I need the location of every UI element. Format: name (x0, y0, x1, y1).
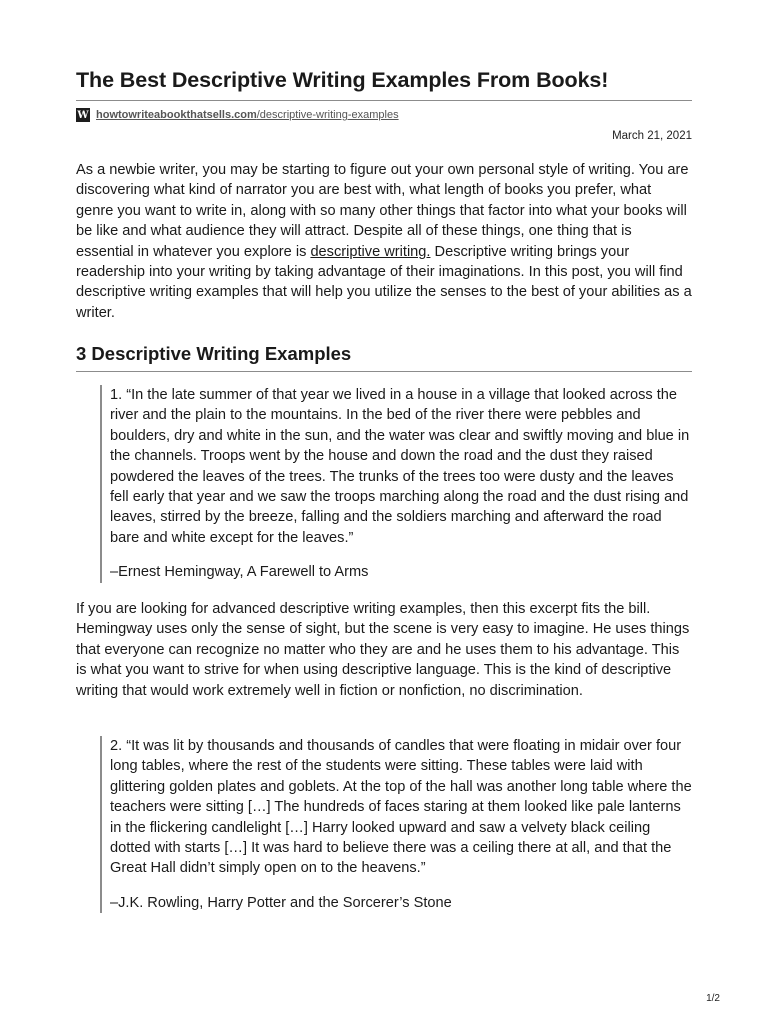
descriptive-writing-link[interactable]: descriptive writing. (310, 243, 431, 260)
section-heading: 3 Descriptive Writing Examples (76, 343, 352, 364)
source-domain: howtowriteabookthatsells.com (96, 109, 257, 121)
quote-text: 1. “In the late summer of that year we lived in a house in a village that looked across the river and the plain to the mountains. In the bed of the river there were pebbles and boulders, dry and white in the sun, and the water was clear and swiftly moving and blue in the channels. Troops went by the house and down the road and the dust they raised powdered the leaves of the trees. The trunks of the trees too were dusty and the leaves fell early that year and we saw the troops marching along the road and the dust rising and leaves, stirred by the breeze, falling and the soldiers marching and afterward the road bare and white except for the leaves.” (110, 387, 690, 546)
commentary-paragraph: If you are looking for advanced descriptive writing examples, then this excerpt fits the bill. Hemingway uses only the sense of sight, but the scene is very easy to imagine. He uses things that everyone can recognize no matter who they are and he uses them to his advantage. This is what you want to strive for when using descriptive language. This is the kind of descriptive writing that would work extremely well in fiction or nonfiction, no discrimination. (76, 601, 690, 699)
w-logo-icon: W (77, 109, 89, 121)
page-number: 1/2 (706, 993, 720, 1004)
intro-text-end: Descriptive writing brings your readership into your writing by taking advantage of their imaginations. In this post, you will find descriptive writing examples that will help you utilize the senses to the best of your abilities as a writer. (76, 243, 692, 321)
blockquote-rowling (100, 736, 692, 913)
source-path: /descriptive-writing-examples (256, 109, 399, 121)
source-line (76, 106, 399, 124)
quote-attribution: –J.K. Rowling, Harry Potter and the Sorcerer’s Stone (110, 894, 452, 911)
publish-date: March 21, 2021 (612, 130, 692, 142)
quote-text: 2. “It was lit by thousands and thousands of candles that were floating in midair over four long tables, where the rest of the students were sitting. These tables were laid with glittering golden plates and goblets. At the top of the hall was another long table where the teachers were sitting […] The hundreds of faces staring at them looked like pale lanterns in the flickering candlelight […] Harry looked upward and saw a velvety black ceiling dotted with starts […] It was hard to believe there was a ceiling there at all, and that the Great Hall didn’t simply open on to the heavens.” (110, 738, 692, 877)
page-title: The Best Descriptive Writing Examples From Books! (76, 68, 609, 92)
intro-text-start: As a newbie writer, you may be starting to figure out your own personal style of writing. You are discovering what kind of narrator you are best with, what length of books you prefer, what genre you want to write in, along with so many other things that factor into what your books will be like and what audience they will attract. Despite all of these things, one thing that is essential in whatever you explore is (76, 162, 689, 260)
title-divider (76, 100, 692, 101)
blockquote-hemingway (100, 385, 692, 583)
intro-paragraph (76, 160, 692, 323)
source-link[interactable] (96, 109, 399, 121)
quote-attribution: –Ernest Hemingway, A Farewell to Arms (110, 564, 369, 581)
section-divider (76, 371, 692, 372)
